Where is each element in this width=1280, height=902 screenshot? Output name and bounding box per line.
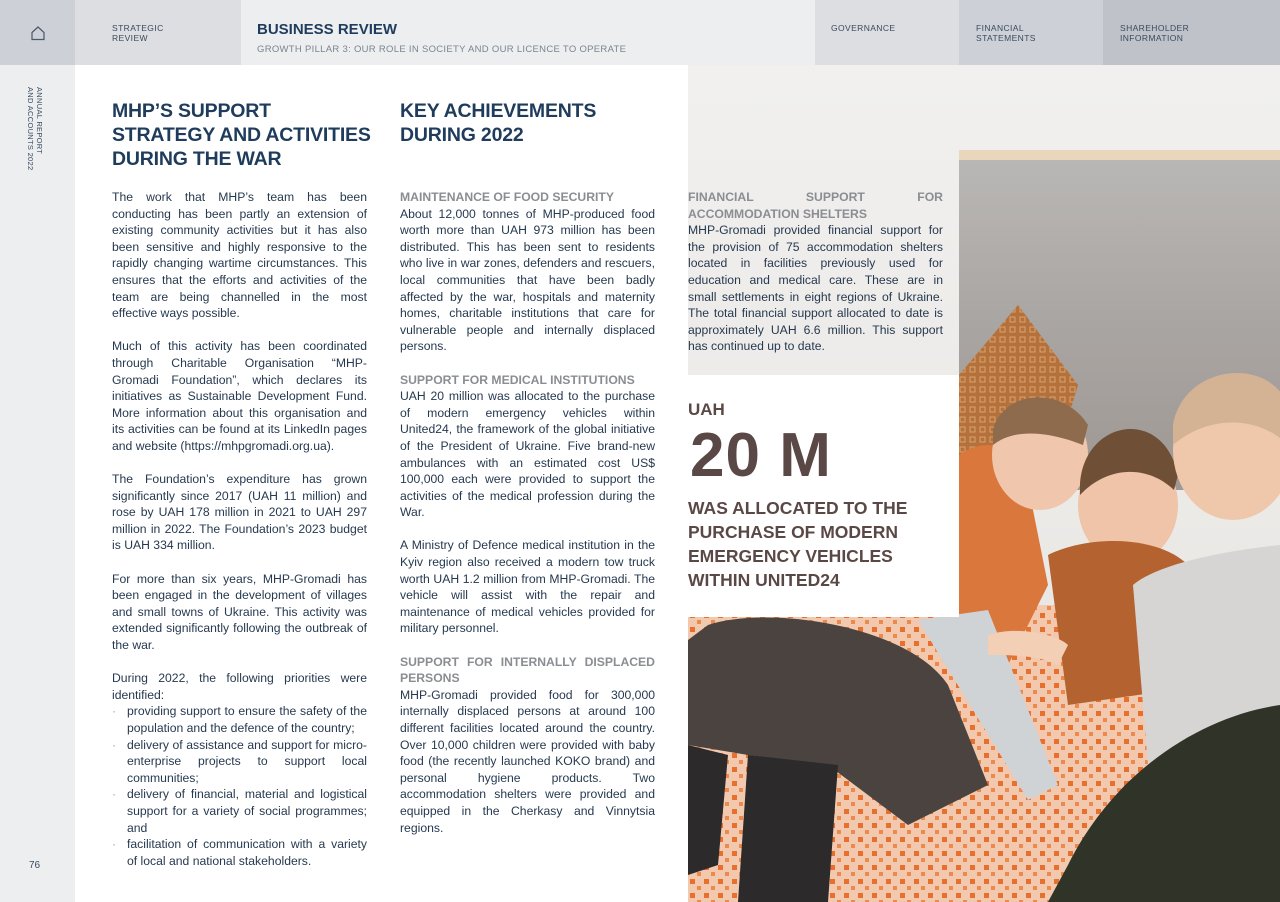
list-item: · facilitation of communication with a variety of local and national stakeholders. — [112, 836, 367, 869]
paragraph: The work that MHP’s team has been conducting has been partly an extension of existing community activities but it has also been sensitive and highly responsive to the rapidly changing wartime circumstances. This ensures that the efforts and activities of the team are being channelled in the most effective ways possible. — [112, 190, 367, 321]
stat-description: WAS ALLOCATED TO THE PURCHASE OF MODERN EMERGENCY VEHICLES WITHIN UNITED24 — [688, 498, 908, 590]
subheading-food-security: MAINTENANCE OF FOOD SECURITY — [400, 190, 614, 204]
section-subtitle: GROWTH PILLAR 3: OUR ROLE IN SOCIETY AND OUR LICENCE TO OPERATE — [257, 44, 627, 55]
stat-unit: UAH — [688, 400, 725, 419]
tab-label: SHAREHOLDER INFORMATION — [1120, 23, 1190, 43]
list-item: · delivery of assistance and support for micro-enterprise projects to support local communities; — [112, 737, 367, 787]
home-button[interactable] — [0, 0, 75, 65]
left-column-title: MHP’S SUPPORT STRATEGY AND ACTIVITIES DURING THE WAR — [112, 100, 371, 170]
top-navigation — [0, 0, 1280, 65]
subheading-displaced-persons: SUPPORT FOR INTERNALLY DISPLACED PERSONS — [400, 654, 655, 686]
list-item: · delivery of financial, material and logistical support for a variety of social programmes; and — [112, 786, 367, 836]
paragraph: The Foundation’s expenditure has grown significantly since 2017 (UAH 11 million) and rose by UAH 178 million in 2021 to UAH 297 million in 2022. The Foundation’s 2023 budget is UAH 334 million. — [112, 472, 367, 553]
sidebar — [0, 65, 75, 902]
left-column-body — [112, 189, 367, 869]
stat-value: 20 M — [690, 421, 832, 490]
tab-business-review[interactable] — [241, 0, 815, 65]
stat-callout — [688, 375, 959, 617]
subheading-accommodation-shelters: FINANCIAL SUPPORT FOR ACCOMMODATION SHELTERS — [688, 190, 943, 221]
priorities-list — [112, 703, 367, 869]
paragraph: During 2022, the following priorities were identified: — [112, 671, 367, 702]
tab-label: FINANCIAL STATEMENTS — [976, 23, 1036, 43]
section-title: BUSINESS REVIEW — [257, 21, 398, 38]
subheading-medical-institutions: SUPPORT FOR MEDICAL INSTITUTIONS — [400, 372, 635, 387]
home-icon — [30, 25, 46, 41]
paragraph: MHP-Gromadi provided food for 300,000 internally displaced persons at around 100 different facilities located around the country. Over 10,000 children were provided with baby food (the recently launched KOKO brand) and personal hygiene products. Two accommodation shelters were provided and equipped in the Cherkasy and Vinnytsia regions. — [400, 687, 655, 835]
tab-label: GOVERNANCE — [831, 23, 896, 33]
paragraph: Much of this activity has been coordinated through Charitable Organisation “MHP-Gromadi Foundation”, which declares its initiatives as Sustainable Development Fund. More information about this organisation and its activities can be found at its LinkedIn pages and website (https://mhpgromadi.org.ua). — [112, 339, 367, 453]
tab-label: STRATEGIC REVIEW — [112, 23, 164, 43]
paragraph: For more than six years, MHP-Gromadi has been engaged in the development of villages and small towns of Ukraine. This activity was extended significantly following the outbreak of the war. — [112, 571, 367, 653]
paragraph: A Ministry of Defence medical institution in the Kyiv region also received a modern tow truck worth UAH 1.2 million from MHP-Gromadi. The vehicle will assist with the repair and maintenance of medical vehicles provided for military personnel. — [400, 538, 655, 636]
paragraph: UAH 20 million was allocated to the purchase of modern emergency vehicles within United24, the framework of the global initiative of the President of Ukraine. Five brand-new ambulances with an estimated cost US$ 100,000 each were provided to support the activities of the medical profession during the War. — [400, 389, 655, 520]
report-name: ANNUAL REPORT AND ACCOUNTS 2022 — [26, 87, 44, 171]
right-column-body — [688, 189, 943, 372]
list-item: · providing support to ensure the safety of the population and the defence of the country; — [112, 703, 367, 736]
tab-financial-statements[interactable] — [959, 0, 1103, 65]
paragraph: MHP-Gromadi provided financial support for the provision of 75 accommodation shelters located in facilities previously used for education and medical care. These are in small settlements in eight regions of Ukraine. The total financial support allocated to date is approximately UAH 6.6 million. This support has continued up to date. — [688, 223, 943, 354]
tab-strategic-review[interactable] — [75, 0, 241, 65]
paragraph: About 12,000 tonnes of MHP-produced food worth more than UAH 973 million has been distributed. This has been sent to residents who live in war zones, defenders and rescuers, local communities that have been badly affected by the war, hospitals and maternity homes, charitable institutions that care for vulnerable people and internally displaced persons. — [400, 206, 655, 354]
middle-column-title: KEY ACHIEVEMENTS DURING 2022 — [400, 100, 597, 146]
page-number: 76 — [29, 860, 41, 871]
middle-column-body — [400, 189, 655, 853]
tab-governance[interactable] — [815, 0, 959, 65]
tab-shareholder-information[interactable] — [1103, 0, 1280, 65]
